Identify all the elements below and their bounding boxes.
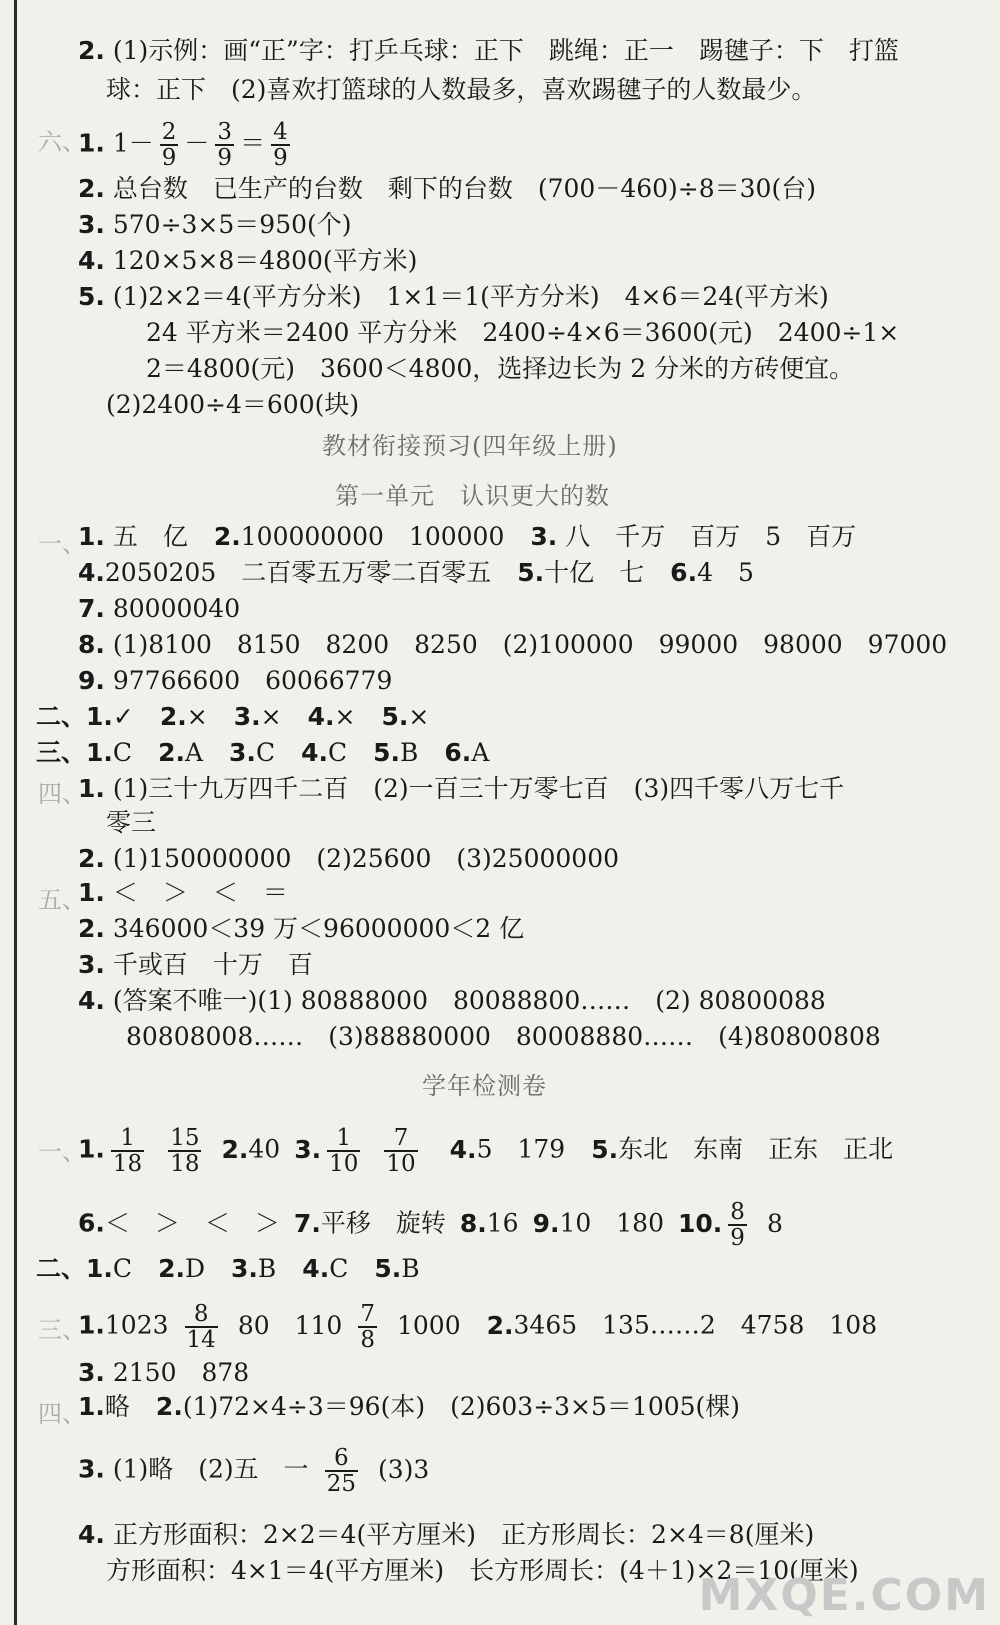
section-mark: 五、 [38,886,86,914]
answer-text: ＜ ＞ ＜ ＝ [112,878,288,907]
answer-line: 5. (1)2×2＝4(平方分米) 1×1＝1(平方分米) 4×6＝24(平方米) [78,282,829,311]
answer-text: 球：正下 (2)喜欢打篮球的人数最多，喜欢踢毽子的人数最少。 [106,75,817,104]
answer-line: 9. 97766600 60066779 [78,666,393,695]
answer-line [106,806,156,840]
answer-text: 570÷3×5＝950(个) [112,210,352,239]
answer-text: 正方形面积：2×2＝4(平方厘米) 正方形周长：2×4＝8(厘米) [112,1520,815,1549]
fraction: $\frac{1}{10}$ [329,1125,359,1178]
answer-text: 80808008…… (3)88880000 80008880…… (4)80800808 [126,1022,881,1051]
answer-text: (1)示例：画“正”字：打乒乓球：正下 跳绳：正一 踢毽子：下 打篮 [112,36,899,65]
answer-line: 1. (1)三十九万四千二百 (2)一百三十万零七百 (3)四千零八万七千 [78,774,845,803]
answer-line: 3. 2150 878 [78,1358,250,1387]
answer-line [106,388,359,422]
answer-line [146,352,854,386]
answer-line: 1. ＜ ＞ ＜ ＝ [78,878,288,907]
answer-text: 4 5 [697,558,754,587]
answer-line: 8. (1)8100 8150 8200 8250 (2)100000 99000 98000 97000 [78,630,948,659]
fraction: $\frac{7}{10}$ [386,1125,416,1178]
answer-text: 2＝4800(元) 3600＜4800，选择边长为 2 分米的方砖便宜。 [146,354,855,383]
answer-line: 1. 五 亿 2.100000000 100000 3. 八 千万 百万 5 百万 [78,522,857,551]
answer-line: 2. 总台数 已生产的台数 剩下的台数 (700－460)÷8＝30(台) [78,174,816,203]
answer-text: (1)8100 8150 8200 8250 (2)100000 99000 98000 97000 [112,630,948,659]
answer-text: (1)150000000 (2)25600 (3)25000000 [112,844,620,873]
answer-text: 总台数 已生产的台数 剩下的台数 (700－460)÷8＝30(台) [112,174,816,203]
section-mark: 六、 [38,128,86,156]
answer-text: 97766600 60066779 [112,666,393,695]
answer-line: 2. (1)示例：画“正”字：打乒乓球：正下 跳绳：正一 踢毽子：下 打篮 [78,36,899,65]
answer-line: 二、1.C 2.D 3.B 4.C 5.B [36,1254,420,1283]
site-watermark: MXQE.COM [698,1570,990,1621]
answer-line [106,73,816,107]
answer-line [146,316,899,350]
answer-line: 2. (1)150000000 (2)25600 (3)25000000 [78,844,620,873]
section-mark: 四、 [38,1400,86,1428]
answer-text: 2150 878 [112,1358,250,1387]
answer-line: 二、1.✓ 2.× 3.× 4.× 5.× [36,702,430,731]
fraction: $\frac{6}{25}$ [326,1445,356,1498]
unit-heading: 第一单元 认识更大的数 [335,482,610,510]
answer-line: 3. 千或百 十万 百 [78,950,313,979]
fraction: $\frac{8}{9}$ [730,1199,745,1252]
answer-line: 1.1023 $\frac{8}{14}$ 80 110 $\frac{7}{8}$ 1000 2.3465 135……2 4758 108 [78,1301,878,1354]
margin-rule [14,0,17,1625]
answer-text: 十亿 七 [544,558,645,587]
answer-line: 1.略 2.(1)72×4÷3＝96(本) (2)603÷3×5＝1005(棵) [78,1392,741,1421]
answer-text: 24 平方米＝2400 平方分米 2400÷4×6＝3600(元) 2400÷1× [146,318,900,347]
answer-line: 4. 正方形面积：2×2＝4(平方厘米) 正方形周长：2×4＝8(厘米) [78,1520,815,1549]
section-mark: 三、 [38,1316,86,1344]
fraction: $\frac{2}{9}$ [161,119,177,172]
answer-text: (1)三十九万四千二百 (2)一百三十万零七百 (3)四千零八万七千 [112,774,845,803]
section-mark: 一、 [38,530,86,558]
answer-text: 1－ [112,128,154,158]
answer-text: 100000000 100000 [240,522,505,551]
answer-line: 三、1.C 2.A 3.C 4.C 5.B 6.A [36,738,490,767]
answer-text: (2)2400÷4＝600(块) [106,390,360,419]
fraction: $\frac{4}{9}$ [273,119,288,172]
answer-line: 2. 346000＜39 万＜96000000＜2 亿 [78,914,525,943]
answer-line: 7. 80000040 [78,594,241,623]
answer-line: 4.2050205 二百零五万零二百零五 5.十亿 七 6.4 5 [78,558,754,587]
answer-text: 2050205 二百零五万零二百零五 [104,558,492,587]
answer-line: 3. 570÷3×5＝950(个) [78,210,352,239]
answer-line [126,1020,881,1054]
fraction: $\frac{1}{18}$ [112,1125,143,1178]
answer-line: 4. 120×5×8＝4800(平方米) [78,246,418,275]
answer-line: 6.＜ ＞ ＜ ＞ 7.平移 旋转 8.16 9.10 180 10. $\frac{8}{9}$ 8 [78,1199,783,1252]
answer-line: 3. (1)略 (2)五 一 $\frac{6}{25}$ (3)3 [78,1445,430,1498]
fraction: $\frac{8}{14}$ [186,1301,216,1354]
answer-text: 方形面积：4×1＝4(平方厘米) 长方形周长：(4＋1)×2＝10(厘米) [106,1556,859,1585]
section-mark: 四、 [38,780,86,808]
answer-text: 零三 [106,808,157,837]
answer-text: 八 千万 百万 5 百万 [565,522,857,551]
fraction: $\frac{3}{9}$ [217,119,233,172]
fraction: $\frac{7}{8}$ [360,1301,375,1354]
fraction: $\frac{15}{18}$ [170,1125,200,1178]
section-heading: 教材衔接预习(四年级上册) [322,432,618,460]
answer-text: 120×5×8＝4800(平方米) [112,246,418,275]
answer-line: 1. 1－ $\frac{2}{9}$ － $\frac{3}{9}$ ＝ $\frac{4}{9}$ [78,119,288,172]
answer-text: 346000＜39 万＜96000000＜2 亿 [112,914,525,943]
answer-text: (1)2×2＝4(平方分米) 1×1＝1(平方分米) 4×6＝24(平方米) [112,282,829,311]
section-heading: 学年检测卷 [422,1072,547,1100]
answer-line: 1. $\frac{1}{18}$ $\frac{15}{18}$ 2.40 3. $\frac{1}{10}$ $\frac{7}{10}$ 4.5 179 5.东北 东南 正东 正北 [78,1125,894,1178]
answer-text: (答案不唯一)(1) 80888000 80088800…… (2) 80800088 [112,986,826,1015]
answer-text: 80000040 [112,594,241,623]
answer-text: 千或百 十万 百 [112,950,313,979]
answer-text: 五 亿 [112,522,188,551]
section-mark: 一、 [38,1138,86,1166]
answer-line: 4. (答案不唯一)(1) 80888000 80088800…… (2) 80800088 [78,986,826,1015]
